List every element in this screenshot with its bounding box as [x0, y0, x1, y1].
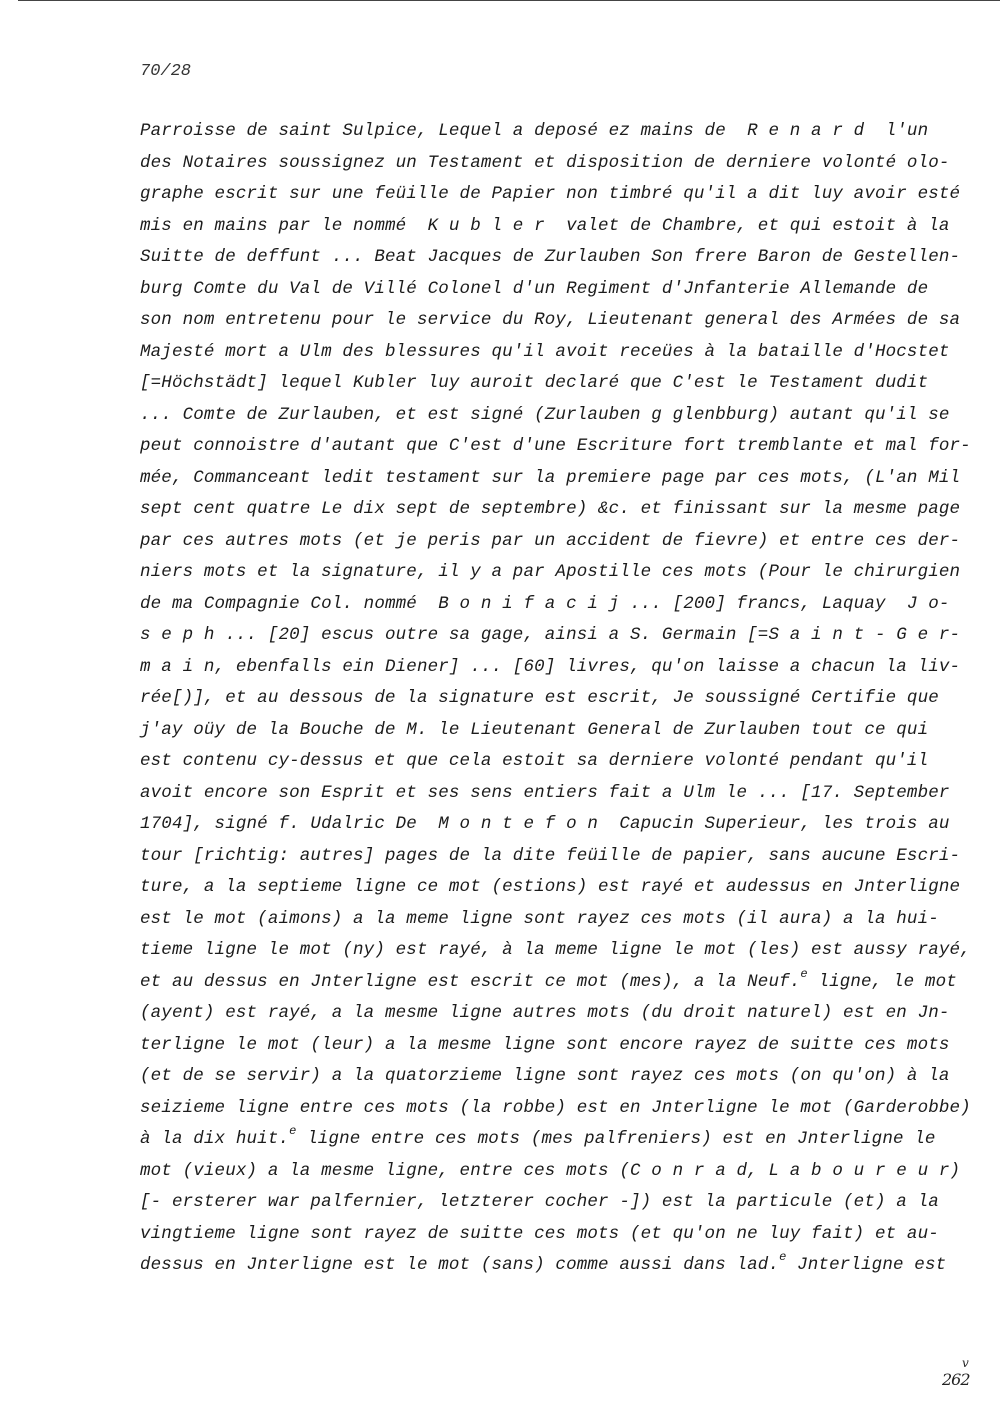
text-line: burg Comte du Val de Villé Colonel d'un Regiment d'Jnfanterie Allemande de: [140, 278, 929, 299]
text-line: est le mot (aimons) a la meme ligne sont rayez ces mots (il aura) a la hui-: [140, 908, 939, 929]
text-line: [140, 1124, 936, 1156]
text-line: sept cent quatre Le dix sept de septembre) &c. et finissant sur la mesme page: [140, 499, 961, 519]
text-line: peut connoistre d'autant que C'est d'une Escriture fort tremblante et mal for-: [140, 436, 971, 456]
text-line: m a i n, ebenfalls ein Diener] ... [60] livres, qu'on laisse a chacun la liv-: [140, 656, 961, 677]
text-line: (ayent) est rayé, a la mesme ligne autres mots (du droit naturel) est en Jn-: [140, 1003, 950, 1023]
text-line: de ma Compagnie Col. nommé B o n i f a c i j ... [200] francs, Laquay J o-: [140, 593, 950, 614]
text-line: tour [richtig: autres] pages de la dite feüille de papier, sans aucune Escri-: [140, 845, 961, 866]
text-line: s e p h ... [20] escus outre sa gage, ainsi a S. Germain [=S a i n t - G e r-: [140, 625, 961, 645]
text-line: terligne le mot (leur) a la mesme ligne sont encore rayez de suitte ces mots: [140, 1034, 950, 1055]
text-line: son nom entretenu pour le service du Roy, Lieutenant general des Armées de sa: [140, 310, 961, 330]
folio-check-mark: v: [962, 1356, 969, 1370]
text-line: Parroisse de saint Sulpice, Lequel a deposé ez mains de R e n a r d l'un: [140, 121, 929, 141]
text-line: ture, a la septieme ligne ce mot (estions) est rayé et audessus en Jnterligne: [140, 877, 961, 897]
line-text: à la dix huit.: [140, 1129, 290, 1149]
text-line: tieme ligne le mot (ny) est rayé, à la meme ligne le mot (les) est aussy rayé,: [140, 940, 971, 960]
folio-number: 262: [942, 1370, 970, 1389]
line-text-tail: ligne entre ces mots (mes palfreniers) est en Jnterligne le: [296, 1129, 936, 1149]
text-line: niers mots et la signature, il y a par Apostille ces mots (Pour le chirurgien: [140, 562, 961, 582]
text-line: rée[)], et au dessous de la signature est escrit, Je soussigné Certifie que: [140, 688, 939, 708]
handwritten-folio: [936, 1356, 988, 1392]
text-line: des Notaires soussignez un Testament et disposition de derniere volonté olo-: [140, 152, 950, 173]
text-line: ... Comte de Zurlauben, et est signé (Zurlauben g glenbburg) autant qu'il se: [140, 404, 950, 425]
text-line: seizieme ligne entre ces mots (la robbe) est en Jnterligne le mot (Garderobbe): [140, 1097, 971, 1118]
top-edge-rule: [18, 0, 1000, 1]
text-line: mot (vieux) a la mesme ligne, entre ces mots (C o n r a d, L a b o u r e u r): [140, 1160, 961, 1181]
text-line: 1704], signé f. Udalric De M o n t e f o n Capucin Superieur, les trois au: [140, 814, 950, 834]
line-text-tail: Jnterligne est: [786, 1255, 947, 1275]
text-line: avoit encore son Esprit et ses sens entiers fait a Ulm le ... [17. September: [140, 782, 950, 803]
text-line: vingtieme ligne sont rayez de suitte ces mots (et qu'on ne luy fait) et au-: [140, 1223, 939, 1244]
text-line: [- ersterer war palfernier, letzterer cocher -]) est la particule (et) a la: [140, 1192, 939, 1212]
text-line: est contenu cy-dessus et que cela estoit sa derniere volonté pendant qu'il: [140, 751, 929, 771]
page-number: 70/28: [140, 62, 192, 81]
text-line: mis en mains par le nommé K u b l e r valet de Chambre, et qui estoit à la: [140, 215, 950, 236]
text-line: mée, Commanceant ledit testament sur la premiere page par ces mots, (L'an Mil: [140, 467, 961, 488]
text-line: [140, 1250, 947, 1282]
superscript-e: e: [289, 1124, 297, 1138]
transcription-body: [140, 116, 971, 1282]
text-line: Majesté mort a Ulm des blessures qu'il avoit receües à la bataille d'Hocstet: [140, 341, 950, 362]
text-line: [140, 966, 957, 999]
text-line: (et de se servir) a la quatorzieme ligne sont rayez ces mots (on qu'on) à la: [140, 1066, 950, 1086]
superscript-e: e: [779, 1250, 787, 1264]
line-text: et au dessus en Jnterligne est escrit ce mot (mes), a la Neuf.: [140, 971, 801, 992]
text-line: j'ay oüy de la Bouche de M. le Lieutenant General de Zurlauben tout ce qui: [140, 719, 929, 740]
text-line: graphe escrit sur une feüille de Papier non timbré qu'il a dit luy avoir esté: [140, 184, 961, 204]
text-line: [=Höchstädt] lequel Kubler luy auroit declaré que C'est le Testament dudit: [140, 373, 929, 393]
line-text: dessus en Jnterligne est le mot (sans) comme aussi dans lad.: [140, 1255, 780, 1275]
superscript-e: e: [800, 966, 808, 981]
text-line: Suitte de deffunt ... Beat Jacques de Zurlauben Son frere Baron de Gestellen-: [140, 247, 961, 267]
text-line: par ces autres mots (et je peris par un accident de fievre) et entre ces der-: [140, 530, 961, 551]
line-text-tail: ligne, le mot: [807, 971, 957, 992]
